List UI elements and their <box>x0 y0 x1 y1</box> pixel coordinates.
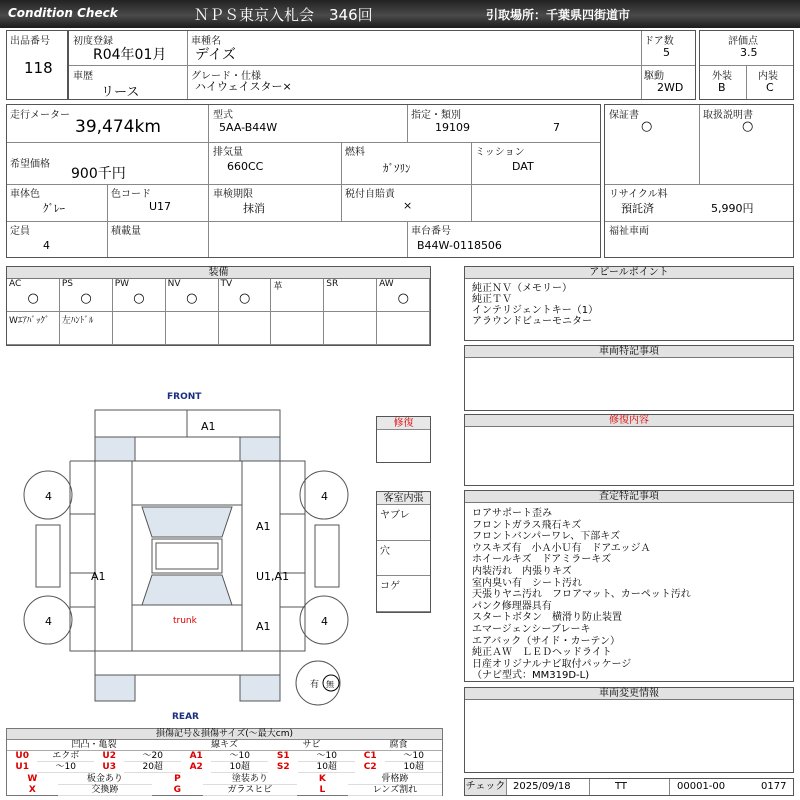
header-bar <box>0 0 800 28</box>
grade-value: ハイウェイスター× <box>195 80 292 93</box>
legend-desc: 交換跡 <box>58 785 152 796</box>
legend-code: U0 <box>15 751 29 761</box>
front-right-headlight <box>240 437 280 461</box>
equip-cell-5 <box>271 279 324 312</box>
equip-cell-0 <box>7 279 60 312</box>
right-front-damage: A1 <box>256 520 271 533</box>
equip-value: ○ <box>80 291 92 306</box>
inspection-panel <box>464 490 794 682</box>
legend-desc: 〜10 <box>211 751 268 762</box>
model-label: 型式 <box>213 110 233 121</box>
equip-key: SR <box>326 279 339 289</box>
interior-items <box>377 505 430 612</box>
interior-item <box>377 505 430 541</box>
divider <box>7 221 600 222</box>
legend-code: S2 <box>276 762 290 772</box>
rear-bumper <box>95 651 280 675</box>
warranty-label: 保証書 <box>609 110 639 121</box>
tire-fr-tread: 4 <box>321 490 328 503</box>
right-mirror <box>315 525 339 587</box>
score-value: 3.5 <box>740 46 758 59</box>
equip-cell2-5 <box>271 312 324 345</box>
right-door-damage: U1,A1 <box>256 570 290 583</box>
capacity-value: 4 <box>43 239 50 252</box>
color-label: 車体色 <box>10 189 40 200</box>
footer-check <box>464 778 794 796</box>
legend-group: 凹凸・亀裂 <box>71 740 117 750</box>
interior-box <box>376 491 431 613</box>
price-value: 900千円 <box>71 166 126 182</box>
front-left-headlight <box>95 437 135 461</box>
manual-value: ○ <box>742 119 754 134</box>
legend-group: 線キズ <box>211 740 238 750</box>
legend-desc: エクボ <box>37 751 94 762</box>
legend-code: W <box>27 774 38 784</box>
equip-cell-7 <box>377 279 430 312</box>
legend-group-row <box>7 740 442 751</box>
appeal-lines <box>465 279 793 339</box>
recycle-status: 預託済 <box>621 202 654 215</box>
inspection-title: 査定特記事項 <box>465 491 793 503</box>
legend-group: サビ <box>302 740 321 750</box>
special-title: 車両特記事項 <box>465 346 793 358</box>
divider <box>407 105 408 142</box>
chassis-label: 車台番号 <box>411 226 451 237</box>
tire-rl-tread: 4 <box>45 615 52 628</box>
legend-desc: 20超 <box>124 762 181 773</box>
divider <box>589 779 590 795</box>
legend-code: U3 <box>102 762 116 772</box>
inspection-line: 日産オリジナルナビ取付パッケージ <box>472 658 632 670</box>
equip-cell2-0 <box>7 312 60 345</box>
repair-side-box <box>376 416 431 463</box>
rear-window <box>142 575 232 605</box>
mission-value: DAT <box>512 160 534 173</box>
left-mirror <box>36 525 60 587</box>
inspection-line: 内装汚れ 内張りキズ <box>472 566 572 577</box>
equip-key2: Wｴｱﾊﾞｯｸﾞ <box>9 316 50 326</box>
legend-desc: 〜20 <box>124 751 181 762</box>
interior-title: 客室内張 <box>377 492 430 505</box>
interior-item-label: ヤブレ <box>380 510 410 521</box>
inspection-line: 室内臭い有 シート汚れ <box>472 577 582 589</box>
equip-cell-2 <box>113 279 166 312</box>
equip-value: ○ <box>238 291 251 306</box>
equip-key: PS <box>61 279 74 289</box>
divider <box>208 105 209 257</box>
front-label: FRONT <box>167 392 202 402</box>
roof-inner <box>152 539 222 573</box>
equip-cell2-4 <box>219 312 272 345</box>
legend-desc: 〜10 <box>298 751 355 762</box>
legend-desc: 塗装あり <box>203 774 297 785</box>
car-name-label: 車種名 <box>191 36 221 47</box>
legend-code: S1 <box>276 751 290 761</box>
inspection-lines <box>465 504 793 680</box>
mileage-label: 走行メーター <box>10 110 70 121</box>
drive-value: 2WD <box>657 81 684 94</box>
equip-cell-1 <box>60 279 113 312</box>
color-value: ｸﾞﾚｰ <box>43 202 65 215</box>
check-label: チェック <box>465 779 507 795</box>
legend-desc: 〜10 <box>385 751 442 762</box>
legend-desc: レンズ割れ <box>348 785 442 796</box>
right-rear-damage: A1 <box>256 620 271 633</box>
inspection-line: パンク修理器具有 <box>472 600 552 612</box>
first-reg-value: R04年01月 <box>93 47 167 63</box>
history-value: リース <box>101 85 140 100</box>
price-label: 希望価格 <box>10 159 50 170</box>
legend-grid <box>7 740 442 795</box>
doors-label: ドア数 <box>644 36 674 47</box>
checker: TT <box>615 781 628 792</box>
legend-group: 腐食 <box>389 740 408 750</box>
repair-side-title: 修復 <box>377 417 430 430</box>
colorcode-value: U17 <box>149 200 172 213</box>
legend-code: U2 <box>102 751 116 761</box>
first-reg-label: 初度登録 <box>73 36 113 47</box>
inspect-value: 抹消 <box>243 202 265 215</box>
int-value: C <box>766 81 774 94</box>
legend-code: C2 <box>363 762 377 772</box>
equip-value: ○ <box>397 291 409 306</box>
grade-label: グレード・仕様 <box>191 71 261 82</box>
lot-number: 118 <box>24 59 53 77</box>
class-value: 7 <box>553 121 560 134</box>
appeal-line: 純正ＴＶ <box>472 294 512 305</box>
desig-label: 指定・類別 <box>411 110 461 121</box>
legend-desc: 板金あり <box>58 774 152 785</box>
interior-item <box>377 541 430 577</box>
left-door-damage: A1 <box>91 570 106 583</box>
legend-code: L <box>319 785 326 795</box>
fuel-label: 燃料 <box>345 147 365 158</box>
code2: 0177 <box>761 781 787 792</box>
appeal-title: アピールポイント <box>465 267 793 279</box>
legend-code: P <box>174 774 181 784</box>
inspection-line: ロアサポート歪み <box>472 508 552 519</box>
tire-fl-tread: 4 <box>45 490 52 503</box>
inspect-label: 車検期限 <box>213 189 253 200</box>
changes-title: 車両変更情報 <box>465 688 793 700</box>
legend-code: G <box>173 785 182 795</box>
lot-label: 出品番号 <box>10 36 50 47</box>
legend-desc: 10超 <box>298 762 355 773</box>
drive-label: 駆動 <box>644 71 664 82</box>
manual-label: 取扱説明書 <box>703 110 753 121</box>
legend-code: A2 <box>189 762 203 772</box>
legend-desc: 10超 <box>211 762 268 773</box>
auction-title: ＮＰＳ東京入札会 346回 <box>194 6 373 24</box>
chassis-value: B44W-0118506 <box>417 239 502 252</box>
legend-code: A1 <box>189 751 203 761</box>
equip-key2: 左ﾊﾝﾄﾞﾙ <box>61 316 94 326</box>
divider <box>669 779 670 795</box>
inspection-line: 純正ＡＷ ＬＥＤヘッドライト <box>472 647 612 659</box>
damage-legend <box>6 728 443 796</box>
legend-desc: 〜10 <box>37 762 94 773</box>
legend-code: K <box>318 774 326 784</box>
repair-panel <box>464 414 794 486</box>
colorcode-label: 色コード <box>111 189 151 200</box>
divider <box>746 65 747 99</box>
appeal-line: 純正ＮＶ（メモリー） <box>472 283 572 294</box>
code1: 00001-00 <box>677 781 726 792</box>
warranty-value: ○ <box>641 119 653 134</box>
changes-panel <box>464 687 794 773</box>
equip-key: TV <box>220 279 233 289</box>
disp-label: 排気量 <box>213 147 243 158</box>
front-bumper-damage: A1 <box>201 420 216 433</box>
divider <box>69 65 695 66</box>
basic-info-box <box>68 30 696 100</box>
car-name-value: デイズ <box>195 47 236 63</box>
trunk-label: trunk <box>173 616 197 626</box>
spare-prefix: 有 <box>310 680 320 690</box>
model-value: 5AA-B44W <box>219 121 278 134</box>
appeal-line: アラウンドビューモニター <box>472 316 592 327</box>
recycle-label: リサイクル料 <box>609 189 668 200</box>
inspection-line: 天張りヤニ汚れ フロアマット、カーペット汚れ <box>472 589 691 601</box>
capacity-label: 定員 <box>10 226 30 237</box>
equipment-grid <box>7 279 430 345</box>
equip-cell2-6 <box>324 312 377 345</box>
equip-cell-3 <box>166 279 219 312</box>
legend-desc: 10超 <box>385 762 442 773</box>
spec-box <box>6 104 601 258</box>
equip-key: PW <box>114 279 130 289</box>
equip-cell-6 <box>324 279 377 312</box>
equip-cell2-3 <box>166 312 219 345</box>
score-label: 評価点 <box>728 36 758 47</box>
appeal-line: インテリジェントキー（1） <box>472 305 599 316</box>
interior-item-label: コゲ <box>380 581 400 593</box>
inspection-line: フロントガラス飛石キズ <box>472 519 582 531</box>
desig-value: 19109 <box>435 121 470 134</box>
car-diagram <box>0 385 375 725</box>
inspection-line: エマージェンシーブレーキ <box>472 624 591 635</box>
equip-cell-4 <box>219 279 272 312</box>
special-panel <box>464 345 794 411</box>
inspection-line: ウスキズ有 小Ａ小Ｕ有 ドアエッジＡ <box>472 542 651 554</box>
equip-value: ○ <box>133 291 145 306</box>
ext-label: 外装 <box>712 71 732 82</box>
legend-code: C1 <box>363 751 377 761</box>
inspection-line: （ナビ型式：MM319D-L) <box>472 670 590 682</box>
tax-value: × <box>403 199 413 212</box>
doors-value: 5 <box>663 46 670 59</box>
disp-value: 660CC <box>227 160 264 173</box>
legend-code: U1 <box>15 762 29 772</box>
header-left: Condition Check <box>8 6 118 20</box>
equip-cell2-2 <box>113 312 166 345</box>
spare-value: 無 <box>326 680 334 689</box>
divider <box>187 31 188 99</box>
equip-key: AW <box>379 279 394 289</box>
legend-title: 損傷記号＆損傷サイズ(〜最大cm) <box>7 729 442 740</box>
divider <box>407 221 408 257</box>
divider <box>107 184 108 257</box>
legend-desc: 骨格跡 <box>348 774 442 785</box>
docs-box <box>604 104 794 258</box>
mission-label: ミッション <box>475 147 525 158</box>
divider <box>7 184 600 185</box>
equip-value: ○ <box>27 291 39 306</box>
ext-value: B <box>718 81 726 94</box>
inspection-line: エアバック（サイド・カーテン） <box>472 635 620 647</box>
equip-cell2-7 <box>377 312 430 345</box>
legend-desc: ガラスヒビ <box>203 785 297 796</box>
inspection-line: フロントバンパーワレ、下部キズ <box>472 531 621 543</box>
legend-code: X <box>28 785 36 795</box>
equip-key: NV <box>167 279 181 289</box>
rear-label: REAR <box>172 712 199 722</box>
equip-value: ○ <box>186 291 198 306</box>
inspection-line: スタートボタン 横滑り防止装置 <box>472 612 622 624</box>
lot-box <box>6 30 68 100</box>
rear-left-light <box>95 675 135 701</box>
fuel-value: ｶﾞｿﾘﾝ <box>383 162 411 175</box>
rear-right-light <box>240 675 280 701</box>
inspection-line: ホイールキズ ドアミラーキズ <box>472 554 612 566</box>
pickup-location: 引取場所：千葉県四街道市 <box>486 8 631 22</box>
tire-rr-tread: 4 <box>321 615 328 628</box>
interior-item-label: 穴 <box>380 545 390 557</box>
tax-label: 税付自賠責 <box>345 189 395 200</box>
divider <box>341 142 342 221</box>
appeal-panel <box>464 266 794 341</box>
interior-item <box>377 576 430 612</box>
repair-title: 修復内容 <box>465 415 793 427</box>
recycle-fee: 5,990円 <box>711 202 754 215</box>
mileage-value: 39,474km <box>75 117 161 137</box>
equipment-panel <box>6 266 431 346</box>
divider <box>471 142 472 221</box>
equip-key: 革 <box>273 282 283 292</box>
check-date: 2025/09/18 <box>513 781 571 792</box>
welfare-label: 福祉車両 <box>609 226 649 237</box>
equip-key: AC <box>9 279 22 289</box>
load-label: 積載量 <box>111 226 141 237</box>
divider <box>699 105 700 184</box>
int-label: 内装 <box>758 71 778 82</box>
history-label: 車歴 <box>73 71 93 82</box>
equipment-title: 装備 <box>7 267 430 279</box>
divider <box>641 31 642 99</box>
grade-box <box>699 30 794 100</box>
windshield <box>142 507 232 537</box>
equip-cell2-1 <box>60 312 113 345</box>
